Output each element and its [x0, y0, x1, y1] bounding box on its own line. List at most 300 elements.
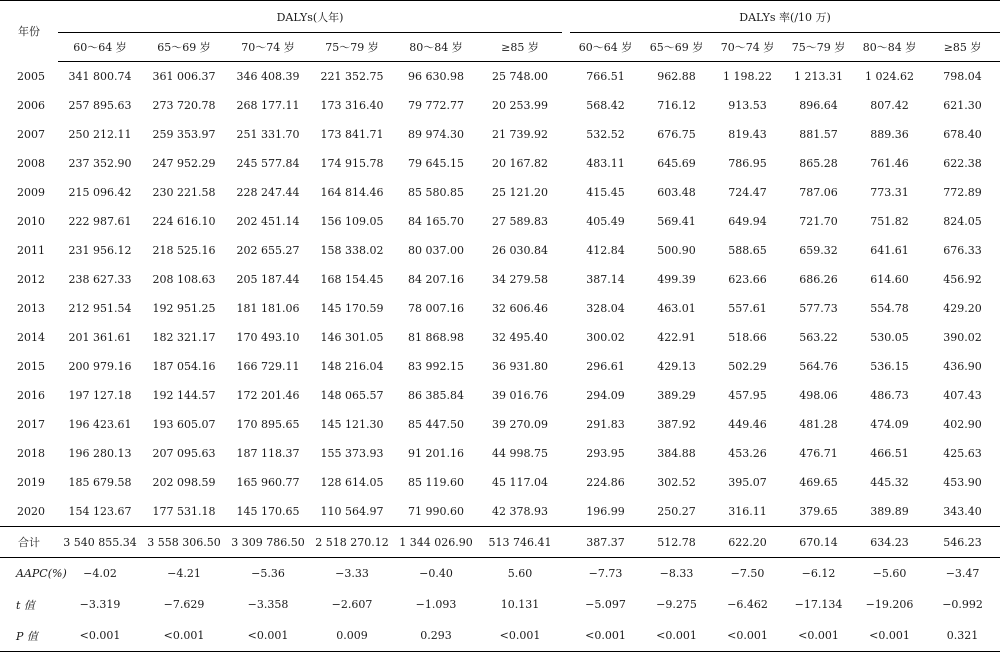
table-row	[0, 439, 1000, 468]
rate-cell: 316.11	[728, 505, 767, 518]
rate-cell: 881.57	[799, 128, 838, 141]
table-row	[0, 62, 1000, 92]
rate-group-header: DALYs 率(/10 万)	[570, 1, 1000, 33]
stats-row	[0, 589, 1000, 620]
rate-cell: 499.39	[657, 273, 696, 286]
dalys-cell: 2 518 270.12	[310, 527, 394, 558]
dalys-cell: <0.001	[478, 620, 562, 652]
dalys-cell: −1.093	[415, 598, 457, 611]
dalys-cell: 20 167.82	[492, 157, 548, 170]
dalys-cell: −4.02	[83, 567, 117, 580]
dalys-cell: 27 589.83	[492, 215, 548, 228]
rate-cell: 463.01	[657, 302, 696, 315]
dalys-cell: 146 301.05	[320, 331, 384, 344]
dalys-cell: 164 814.46	[320, 186, 384, 199]
dalys-cell: 0.009	[310, 620, 394, 652]
dalys-cell: 192 144.57	[152, 389, 216, 402]
group-gap	[562, 120, 570, 149]
dalys-cell: 148 216.04	[320, 360, 384, 373]
rate-cell: 751.82	[870, 215, 909, 228]
dalys-cell: <0.001	[226, 620, 310, 652]
row-label: 2015	[17, 360, 45, 373]
dalys-cell: 215 096.42	[68, 186, 132, 199]
rate-cell: 294.09	[586, 389, 625, 402]
dalys-cell: 196 423.61	[68, 418, 132, 431]
dalys-cell: 128 614.05	[320, 476, 384, 489]
dalys-cell: 273 720.78	[152, 99, 216, 112]
rate-cell: 532.52	[586, 128, 625, 141]
dalys-cell: <0.001	[142, 620, 226, 652]
dalys-cell: 79 772.77	[408, 99, 464, 112]
dalys-cell: 174 915.78	[320, 157, 384, 170]
dalys-cell: 34 279.58	[492, 273, 548, 286]
rate-cell: 436.90	[943, 360, 982, 373]
group-gap	[562, 352, 570, 381]
table-row	[0, 236, 1000, 265]
rate-cell: 786.95	[728, 157, 767, 170]
dalys-cell: 89 974.30	[408, 128, 464, 141]
group-gap	[562, 558, 570, 590]
table-row	[0, 497, 1000, 527]
dalys-cell: 3 309 786.50	[226, 527, 310, 558]
dalys-cell: 341 800.74	[68, 70, 132, 83]
dalys-cell: 154 123.67	[68, 505, 132, 518]
dalys-cell: 172 201.46	[236, 389, 300, 402]
dalys-age-header: 75～79 岁	[310, 33, 394, 62]
row-label: 2016	[17, 389, 45, 402]
dalys-cell: 208 108.63	[152, 273, 216, 286]
rate-cell: 622.20	[712, 527, 783, 558]
dalys-cell: 0.293	[394, 620, 478, 652]
dalys-cell: 42 378.93	[492, 505, 548, 518]
rate-cell: 622.38	[943, 157, 982, 170]
table-row	[0, 352, 1000, 381]
table-row	[0, 381, 1000, 410]
row-label: t 值	[16, 598, 35, 612]
rate-cell: 787.06	[799, 186, 838, 199]
dalys-cell: 21 739.92	[492, 128, 548, 141]
rate-cell: 379.65	[799, 505, 838, 518]
dalys-cell: 250 212.11	[68, 128, 132, 141]
dalys-cell: 91 201.16	[408, 447, 464, 460]
rate-cell: 563.22	[799, 331, 838, 344]
dalys-cell: 168 154.45	[320, 273, 384, 286]
dalys-age-header: 65～69 岁	[142, 33, 226, 62]
dalys-cell: 86 385.84	[408, 389, 464, 402]
dalys-cell: 187 054.16	[152, 360, 216, 373]
row-label: 2010	[17, 215, 45, 228]
dalys-age-header: 70～74 岁	[226, 33, 310, 62]
dalys-cell: 177 531.18	[152, 505, 216, 518]
rate-cell: 384.88	[657, 447, 696, 460]
table-row	[0, 265, 1000, 294]
dalys-cell: 32 495.40	[492, 331, 548, 344]
dalys-cell: 196 280.13	[68, 447, 132, 460]
year-header: 年份	[0, 1, 58, 62]
dalys-cell: 247 952.29	[152, 157, 216, 170]
group-gap	[562, 323, 570, 352]
rate-cell: 1 198.22	[723, 70, 772, 83]
rate-cell: 457.95	[728, 389, 767, 402]
dalys-cell: <0.001	[58, 620, 142, 652]
table-row	[0, 294, 1000, 323]
group-gap	[562, 62, 570, 92]
rate-cell: 670.14	[783, 527, 854, 558]
group-gap	[562, 294, 570, 323]
rate-age-header: 60～64 岁	[570, 33, 641, 62]
group-gap	[562, 589, 570, 620]
dalys-cell: 212 951.54	[68, 302, 132, 315]
rate-cell: 466.51	[870, 447, 909, 460]
dalys-cell: 25 748.00	[492, 70, 548, 83]
group-gap	[562, 620, 570, 652]
group-gap	[562, 178, 570, 207]
dalys-cell: 202 098.59	[152, 476, 216, 489]
rate-cell: 865.28	[799, 157, 838, 170]
rate-cell: 449.46	[728, 418, 767, 431]
rate-cell: 486.73	[870, 389, 909, 402]
table-body	[0, 62, 1000, 652]
dalys-cell: 207 095.63	[152, 447, 216, 460]
row-label: 2011	[17, 244, 45, 257]
rate-cell: 296.61	[586, 360, 625, 373]
dalys-cell: 20 253.99	[492, 99, 548, 112]
rate-cell: −5.60	[872, 567, 907, 580]
dalys-cell: −3.358	[247, 598, 289, 611]
rate-cell: <0.001	[570, 620, 641, 652]
rate-cell: 568.42	[586, 99, 625, 112]
rate-cell: 645.69	[657, 157, 696, 170]
dalys-cell: 25 121.20	[492, 186, 548, 199]
dalys-cell: −3.319	[79, 598, 121, 611]
dalys-cell: 3 558 306.50	[142, 527, 226, 558]
dalys-cell: 228 247.44	[236, 186, 300, 199]
rate-cell: 387.92	[657, 418, 696, 431]
table-row	[0, 149, 1000, 178]
rate-cell: 761.46	[870, 157, 909, 170]
row-label: 2006	[17, 99, 45, 112]
table-row	[0, 207, 1000, 236]
dalys-cell: 173 316.40	[320, 99, 384, 112]
rate-cell: 405.49	[586, 215, 625, 228]
rate-cell: −6.462	[727, 598, 768, 611]
dalys-cell: 32 606.46	[492, 302, 548, 315]
rate-cell: 387.37	[570, 527, 641, 558]
rate-cell: 407.43	[943, 389, 982, 402]
dalys-cell: 181 181.06	[236, 302, 300, 315]
dalys-cell: 36 931.80	[492, 360, 548, 373]
rate-cell: 623.66	[728, 273, 767, 286]
group-gap	[562, 265, 570, 294]
rate-cell: 686.26	[799, 273, 838, 286]
rate-cell: 1 213.31	[794, 70, 843, 83]
dalys-cell: 1 344 026.90	[394, 527, 478, 558]
group-gap	[562, 439, 570, 468]
dalys-cell: 85 447.50	[408, 418, 464, 431]
dalys-cell: 187 118.37	[236, 447, 300, 460]
dalys-cell: 224 616.10	[152, 215, 216, 228]
rate-age-header: 80～84 岁	[854, 33, 925, 62]
rate-cell: 293.95	[586, 447, 625, 460]
row-label: P 值	[0, 620, 58, 652]
dalys-cell: 80 037.00	[408, 244, 464, 257]
dalys-cell: −5.36	[251, 567, 285, 580]
dalys-cell: 145 170.59	[320, 302, 384, 315]
row-label: 2012	[17, 273, 45, 286]
dalys-cell: 45 117.04	[492, 476, 548, 489]
group-gap	[562, 527, 570, 558]
row-label: 2013	[17, 302, 45, 315]
rate-cell: 302.52	[657, 476, 696, 489]
group-gap	[562, 207, 570, 236]
rate-cell: 224.86	[586, 476, 625, 489]
dalys-cell: 200 979.16	[68, 360, 132, 373]
rate-cell: 429.13	[657, 360, 696, 373]
dalys-cell: 245 577.84	[236, 157, 300, 170]
group-gap	[562, 497, 570, 527]
rate-cell: 387.14	[586, 273, 625, 286]
rate-cell: 798.04	[943, 70, 982, 83]
dalys-cell: −0.40	[419, 567, 453, 580]
dalys-cell: 237 352.90	[68, 157, 132, 170]
table-row	[0, 323, 1000, 352]
rate-cell: 649.94	[728, 215, 767, 228]
rate-cell: 588.65	[728, 244, 767, 257]
dalys-cell: 346 408.39	[236, 70, 300, 83]
dalys-cell: 202 451.14	[236, 215, 300, 228]
rate-cell: 577.73	[799, 302, 838, 315]
dalys-cell: 182 321.17	[152, 331, 216, 344]
dalys-cell: 173 841.71	[320, 128, 384, 141]
rate-cell: 291.83	[586, 418, 625, 431]
dalys-cell: −2.607	[331, 598, 373, 611]
rate-cell: 500.90	[657, 244, 696, 257]
rate-cell: 196.99	[586, 505, 625, 518]
rate-cell: 502.29	[728, 360, 767, 373]
rate-cell: 614.60	[870, 273, 909, 286]
rate-cell: −3.47	[945, 567, 980, 580]
dalys-cell: 185 679.58	[68, 476, 132, 489]
dalys-cell: 513 746.41	[478, 527, 562, 558]
row-label: 2019	[17, 476, 45, 489]
rate-cell: 328.04	[586, 302, 625, 315]
rate-cell: 474.09	[870, 418, 909, 431]
dalys-cell: 39 016.76	[492, 389, 548, 402]
rate-cell: 250.27	[657, 505, 696, 518]
dalys-cell: 71 990.60	[408, 505, 464, 518]
dalys-cell: 193 605.07	[152, 418, 216, 431]
group-gap	[562, 381, 570, 410]
dalys-cell: 10.131	[500, 598, 540, 611]
rate-cell: <0.001	[641, 620, 712, 652]
dalys-cell: 197 127.18	[68, 389, 132, 402]
rate-cell: 536.15	[870, 360, 909, 373]
dalys-cell: 96 630.98	[408, 70, 464, 83]
dalys-cell: 5.60	[507, 567, 533, 580]
dalys-cell: 83 992.15	[408, 360, 464, 373]
rate-cell: −5.097	[585, 598, 626, 611]
rate-cell: 896.64	[799, 99, 838, 112]
rate-cell: −17.134	[794, 598, 843, 611]
dalys-cell: 78 007.16	[408, 302, 464, 315]
dalys-cell: 170 895.65	[236, 418, 300, 431]
dalys-cell: 257 895.63	[68, 99, 132, 112]
dalys-cell: 84 207.16	[408, 273, 464, 286]
rate-age-header: 70～74 岁	[712, 33, 783, 62]
rate-cell: 546.23	[925, 527, 1000, 558]
rate-cell: 390.02	[943, 331, 982, 344]
dalys-cell: 110 564.97	[320, 505, 384, 518]
dalys-cell: 85 119.60	[408, 476, 464, 489]
dalys-cell: 155 373.93	[320, 447, 384, 460]
dalys-age-header: ≥85 岁	[478, 33, 562, 62]
row-label: 2008	[17, 157, 45, 170]
group-gap	[562, 33, 570, 62]
dalys-cell: 361 006.37	[152, 70, 216, 83]
rate-age-header: 75～79 岁	[783, 33, 854, 62]
table-row	[0, 91, 1000, 120]
dalys-age-header: 80～84 岁	[394, 33, 478, 62]
dalys-cell: 165 960.77	[236, 476, 300, 489]
rate-cell: 456.92	[943, 273, 982, 286]
rate-cell: 716.12	[657, 99, 696, 112]
rate-cell: 481.28	[799, 418, 838, 431]
rate-cell: 659.32	[799, 244, 838, 257]
rate-cell: 343.40	[943, 505, 982, 518]
rate-cell: 564.76	[799, 360, 838, 373]
stats-row	[0, 620, 1000, 652]
row-label: AAPC(%)	[16, 567, 67, 580]
rate-cell: −9.275	[656, 598, 697, 611]
age-header-row	[0, 33, 1000, 62]
stats-row	[0, 558, 1000, 590]
rate-cell: 603.48	[657, 186, 696, 199]
dalys-cell: 230 221.58	[152, 186, 216, 199]
rate-cell: −19.206	[865, 598, 914, 611]
rate-cell: 422.91	[657, 331, 696, 344]
rate-cell: 676.33	[943, 244, 982, 257]
dalys-group-header: DALYs(人年)	[58, 1, 562, 33]
rate-cell: 676.75	[657, 128, 696, 141]
rate-cell: 483.11	[586, 157, 625, 170]
group-gap	[562, 410, 570, 439]
dalys-cell: −4.21	[167, 567, 201, 580]
dalys-cell: 268 177.11	[236, 99, 300, 112]
row-label: 2014	[17, 331, 45, 344]
rate-cell: 453.90	[943, 476, 982, 489]
rate-cell: 300.02	[586, 331, 625, 344]
table-row	[0, 410, 1000, 439]
rate-cell: −6.12	[801, 567, 836, 580]
dalys-cell: 231 956.12	[68, 244, 132, 257]
rate-cell: 721.70	[799, 215, 838, 228]
table-header	[0, 1, 1000, 62]
rate-cell: 412.84	[586, 244, 625, 257]
rate-cell: 678.40	[943, 128, 982, 141]
dalys-cell: 222 987.61	[68, 215, 132, 228]
dalys-cell: 238 627.33	[68, 273, 132, 286]
dalys-cell: 166 729.11	[236, 360, 300, 373]
rate-cell: 476.71	[799, 447, 838, 460]
row-label: 2020	[17, 505, 45, 518]
rate-cell: 469.65	[799, 476, 838, 489]
dalys-cell: 81 868.98	[408, 331, 464, 344]
dalys-cell: 170 493.10	[236, 331, 300, 344]
rate-cell: 641.61	[870, 244, 909, 257]
rate-cell: 773.31	[870, 186, 909, 199]
dalys-age-header: 60～64 岁	[58, 33, 142, 62]
dalys-cell: 26 030.84	[492, 244, 548, 257]
dalys-cell: 44 998.75	[492, 447, 548, 460]
dalys-cell: 39 270.09	[492, 418, 548, 431]
dalys-cell: 251 331.70	[236, 128, 300, 141]
dalys-cell: 85 580.85	[408, 186, 464, 199]
dalys-cell: 192 951.25	[152, 302, 216, 315]
rate-cell: 807.42	[870, 99, 909, 112]
rate-cell: 453.26	[728, 447, 767, 460]
group-gap	[562, 149, 570, 178]
rate-cell: 389.29	[657, 389, 696, 402]
dalys-cell: 145 170.65	[236, 505, 300, 518]
dalys-cell: 221 352.75	[320, 70, 384, 83]
rate-cell: <0.001	[712, 620, 783, 652]
rate-cell: 512.78	[641, 527, 712, 558]
rate-cell: 395.07	[728, 476, 767, 489]
rate-cell: 621.30	[943, 99, 982, 112]
dalys-cell: 202 655.27	[236, 244, 300, 257]
dalys-cell: 201 361.61	[68, 331, 132, 344]
table-row	[0, 178, 1000, 207]
rate-cell: 819.43	[728, 128, 767, 141]
rate-cell: 913.53	[728, 99, 767, 112]
row-label: 2017	[17, 418, 45, 431]
row-label: 合计	[0, 527, 58, 558]
rate-age-header: 65～69 岁	[641, 33, 712, 62]
rate-cell: <0.001	[854, 620, 925, 652]
row-label: 2018	[17, 447, 45, 460]
dalys-cell: 156 109.05	[320, 215, 384, 228]
dalys-cell: 3 540 855.34	[58, 527, 142, 558]
rate-cell: 772.89	[943, 186, 982, 199]
rate-cell: 0.321	[925, 620, 1000, 652]
rate-cell: 962.88	[657, 70, 696, 83]
rate-cell: 415.45	[586, 186, 625, 199]
row-label: 2009	[17, 186, 45, 199]
rate-cell: 569.41	[657, 215, 696, 228]
dalys-cell: 158 338.02	[320, 244, 384, 257]
row-label: 2007	[17, 128, 45, 141]
rate-cell: −8.33	[659, 567, 694, 580]
rate-cell: 554.78	[870, 302, 909, 315]
dalys-cell: 218 525.16	[152, 244, 216, 257]
rate-cell: 889.36	[870, 128, 909, 141]
dalys-cell: 205 187.44	[236, 273, 300, 286]
rate-cell: −0.992	[942, 598, 983, 611]
dalys-cell: −3.33	[335, 567, 369, 580]
dalys-cell: 145 121.30	[320, 418, 384, 431]
rate-cell: 402.90	[943, 418, 982, 431]
dalys-cell: 148 065.57	[320, 389, 384, 402]
row-label: 2005	[17, 69, 45, 83]
dalys-cell: 79 645.15	[408, 157, 464, 170]
rate-cell: <0.001	[783, 620, 854, 652]
rate-cell: −7.73	[588, 567, 623, 580]
table-row	[0, 468, 1000, 497]
group-gap	[562, 91, 570, 120]
rate-cell: 425.63	[943, 447, 982, 460]
group-gap	[562, 236, 570, 265]
rate-cell: 824.05	[943, 215, 982, 228]
